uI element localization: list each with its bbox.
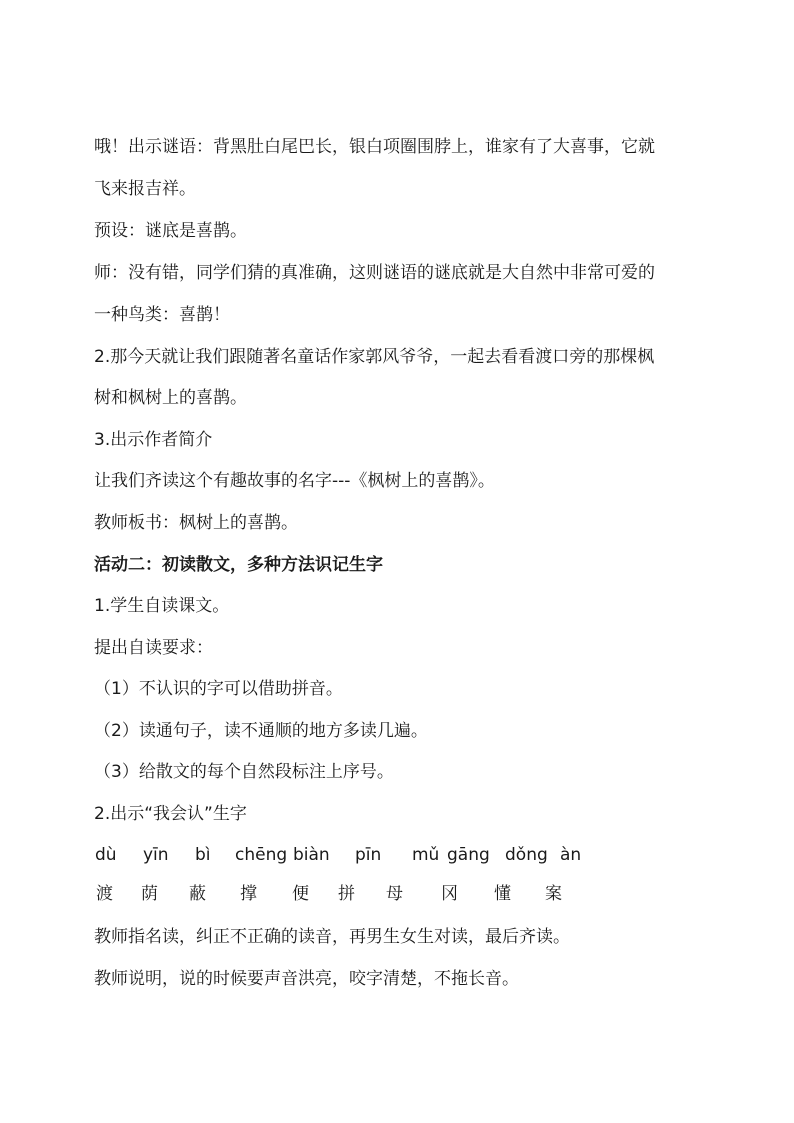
characters-row bbox=[0, 882, 794, 906]
pinyin-4: chēng bbox=[235, 845, 288, 865]
list-item-req1: （1）不认识的字可以借助拼音。 bbox=[94, 679, 343, 699]
closing-line2: 教师说明，说的时候要声音洪亮，咬字清楚，不拖长音。 bbox=[94, 969, 519, 989]
char-1: 渡 bbox=[96, 884, 113, 904]
pinyin-7: mǔ bbox=[412, 845, 440, 865]
char-2: 荫 bbox=[141, 884, 158, 904]
paragraph-author-line1: 2.那今天就让我们跟随著名童话作家郭风爷爷，一起去看看渡口旁的那棵枫 bbox=[94, 347, 655, 367]
pinyin-9: dǒng bbox=[505, 845, 548, 865]
list-item-req3: （3）给散文的每个自然段标注上序号。 bbox=[94, 762, 394, 782]
paragraph-riddle-line1: 哦！出示谜语：背黑肚白尾巴长，银白项圈围脖上，谁家有了大喜事，它就 bbox=[94, 137, 655, 157]
pinyin-10: àn bbox=[560, 845, 582, 865]
paragraph-riddle-line2: 飞来报吉祥。 bbox=[94, 179, 196, 199]
pinyin-5: biàn bbox=[293, 845, 330, 865]
list-item-requirements: 提出自读要求： bbox=[94, 638, 213, 658]
paragraph-author-intro: 3.出示作者简介 bbox=[94, 430, 213, 450]
closing-line1: 教师指名读，纠正不正确的读音，再男生女生对读，最后齐读。 bbox=[94, 927, 570, 947]
section-heading: 活动二：初读散文，多种方法识记生字 bbox=[94, 555, 383, 575]
paragraph-read-title: 让我们齐读这个有趣故事的名字---《枫树上的喜鹊》。 bbox=[94, 471, 495, 491]
char-5: 便 bbox=[292, 884, 309, 904]
char-7: 母 bbox=[386, 884, 403, 904]
char-8: 冈 bbox=[441, 884, 458, 904]
pinyin-6: pīn bbox=[355, 845, 382, 865]
list-item-self-read: 1.学生自读课文。 bbox=[94, 596, 230, 616]
pinyin-row bbox=[0, 843, 794, 867]
char-6: 拼 bbox=[338, 884, 355, 904]
paragraph-answer: 预设：谜底是喜鹊。 bbox=[94, 221, 247, 241]
pinyin-3: bì bbox=[195, 845, 211, 865]
char-3: 蔽 bbox=[189, 884, 206, 904]
char-4: 撑 bbox=[240, 884, 257, 904]
list-item-show-chars: 2.出示“我会认”生字 bbox=[94, 804, 247, 824]
pinyin-8: gāng bbox=[447, 845, 490, 865]
char-9: 懂 bbox=[494, 884, 511, 904]
paragraph-teacher-line2: 一种鸟类：喜鹊！ bbox=[94, 305, 230, 325]
pinyin-2: yīn bbox=[143, 845, 169, 865]
list-item-req2: （2）读通句子，读不通顺的地方多读几遍。 bbox=[94, 721, 428, 741]
paragraph-author-line2: 树和枫树上的喜鹊。 bbox=[94, 388, 247, 408]
char-10: 案 bbox=[545, 884, 562, 904]
paragraph-teacher-line1: 师：没有错，同学们猜的真准确，这则谜语的谜底就是大自然中非常可爱的 bbox=[94, 263, 655, 283]
paragraph-board-writing: 教师板书：枫树上的喜鹊。 bbox=[94, 513, 298, 533]
pinyin-1: dù bbox=[95, 845, 117, 865]
